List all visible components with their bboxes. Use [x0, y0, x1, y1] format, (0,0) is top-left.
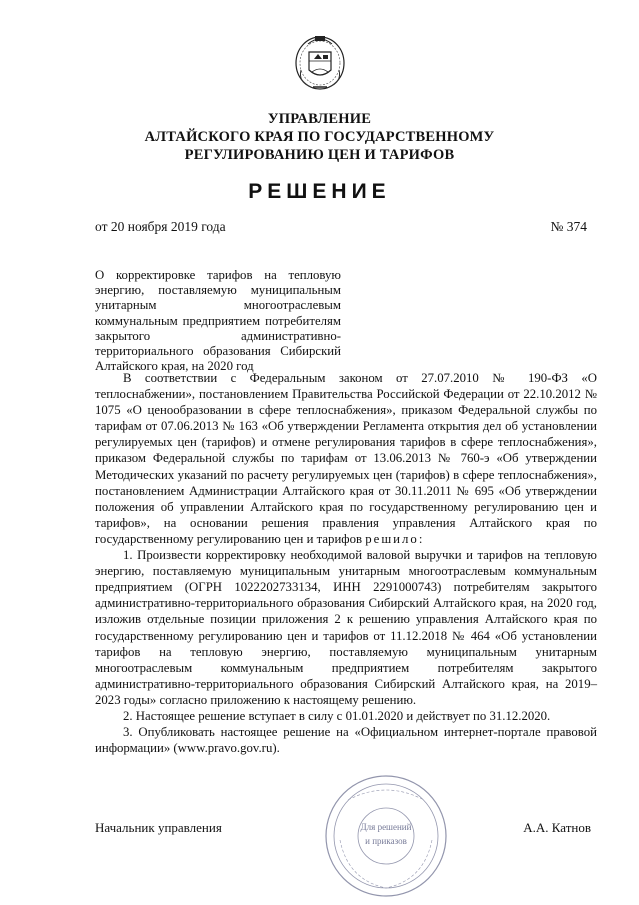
item-1-paragraph: 1. Произвести корректировку необходимой валовой выручки и тарифов на тепловую энергию, поставляемую муниципальным унитарным многоотраслевым коммунальным предприятием (ОГРН 1022202733134, ИНН 2291000743) потребителям закрытого административно-территориального образования Сибирский Алтайского края, на 2020 год, изложив отдельные позиции приложения 2 к решению управления Алтайского края по государственному регулированию цен и тарифов от 11.12.2018 № 464 «Об установлении тарифов на тепловую энергию, поставляемую муниципальным унитарным многоотраслевым коммунальным предприятием потребителям закрытого административно-территориального образования Сибирский Алтайского края, на 2019–2023 годы» согласно приложению к настоящему решению.: [95, 548, 597, 707]
org-name-line2: АЛТАЙСКОГО КРАЯ ПО ГОСУДАРСТВЕННОМУ: [144, 129, 495, 145]
org-name-line3: РЕГУЛИРОВАНИЮ ЦЕН И ТАРИФОВ: [184, 147, 455, 163]
item-3-paragraph: 3. Опубликовать настоящее решение на «Официальном интернет-портале правовой информации» (www.pravo.gov.ru).: [95, 725, 597, 756]
signatory-name: А.А. Катнов: [523, 820, 591, 835]
document-number: № 374: [550, 219, 587, 234]
preamble-text: В соответствии с Федеральным законом от 27.07.2010 № 190-ФЗ «О теплоснабжении», постановлением Правительства Российской Федерации от 22.10.2012 № 1075 «О ценообразовании в сфере теплоснабжения», приказом Федеральной службы по тарифам от 07.06.2013 № 163 «Об утверждении Регламента открытия дел об установлении регулируемых цен (тарифов) и отмене регулирования тарифов в сфере теплоснабжения», приказом Федеральной службы по тарифам от 13.06.2013 № 760-э «Об утверждении Методических указаний по расчету регулируемых цен (тарифов) в сфере теплоснабжения», постановлением Администрации Алтайского края от 30.11.2011 № 695 «Об утверждении положения об управлении Алтайского края по государственному регулированию цен и тарифов», на основании решения правления управления Алтайского края по государственному регулированию цен и тарифов: [95, 371, 597, 546]
preamble-colon: :: [418, 531, 423, 546]
stamp-text-line1: Для решений: [360, 822, 412, 832]
altai-krai-coat-of-arms-icon: [293, 30, 347, 92]
document-body: [95, 370, 597, 756]
document-subject: О корректировке тарифов на тепловую энергию, поставляемую муниципальным унитарным многоотраслевым коммунальным предприятием потребителям закрытого административно-территориального образования Сибирский Алтайского края, на 2020 год: [95, 268, 341, 374]
decided-word: решило: [365, 531, 419, 546]
official-stamp-icon: [318, 770, 454, 900]
signatory-title: Начальник управления: [95, 820, 222, 835]
org-name-line1: УПРАВЛЕНИЕ: [267, 111, 372, 127]
preamble-paragraph: [95, 370, 597, 547]
document-date: от 20 ноября 2019 года: [95, 219, 226, 234]
document-type-title: РЕШЕНИЕ: [248, 180, 391, 203]
stamp-text-line2: и приказов: [365, 836, 407, 846]
item-2-paragraph: 2. Настоящее решение вступает в силу с 01.01.2020 и действует по 31.12.2020.: [123, 708, 551, 723]
